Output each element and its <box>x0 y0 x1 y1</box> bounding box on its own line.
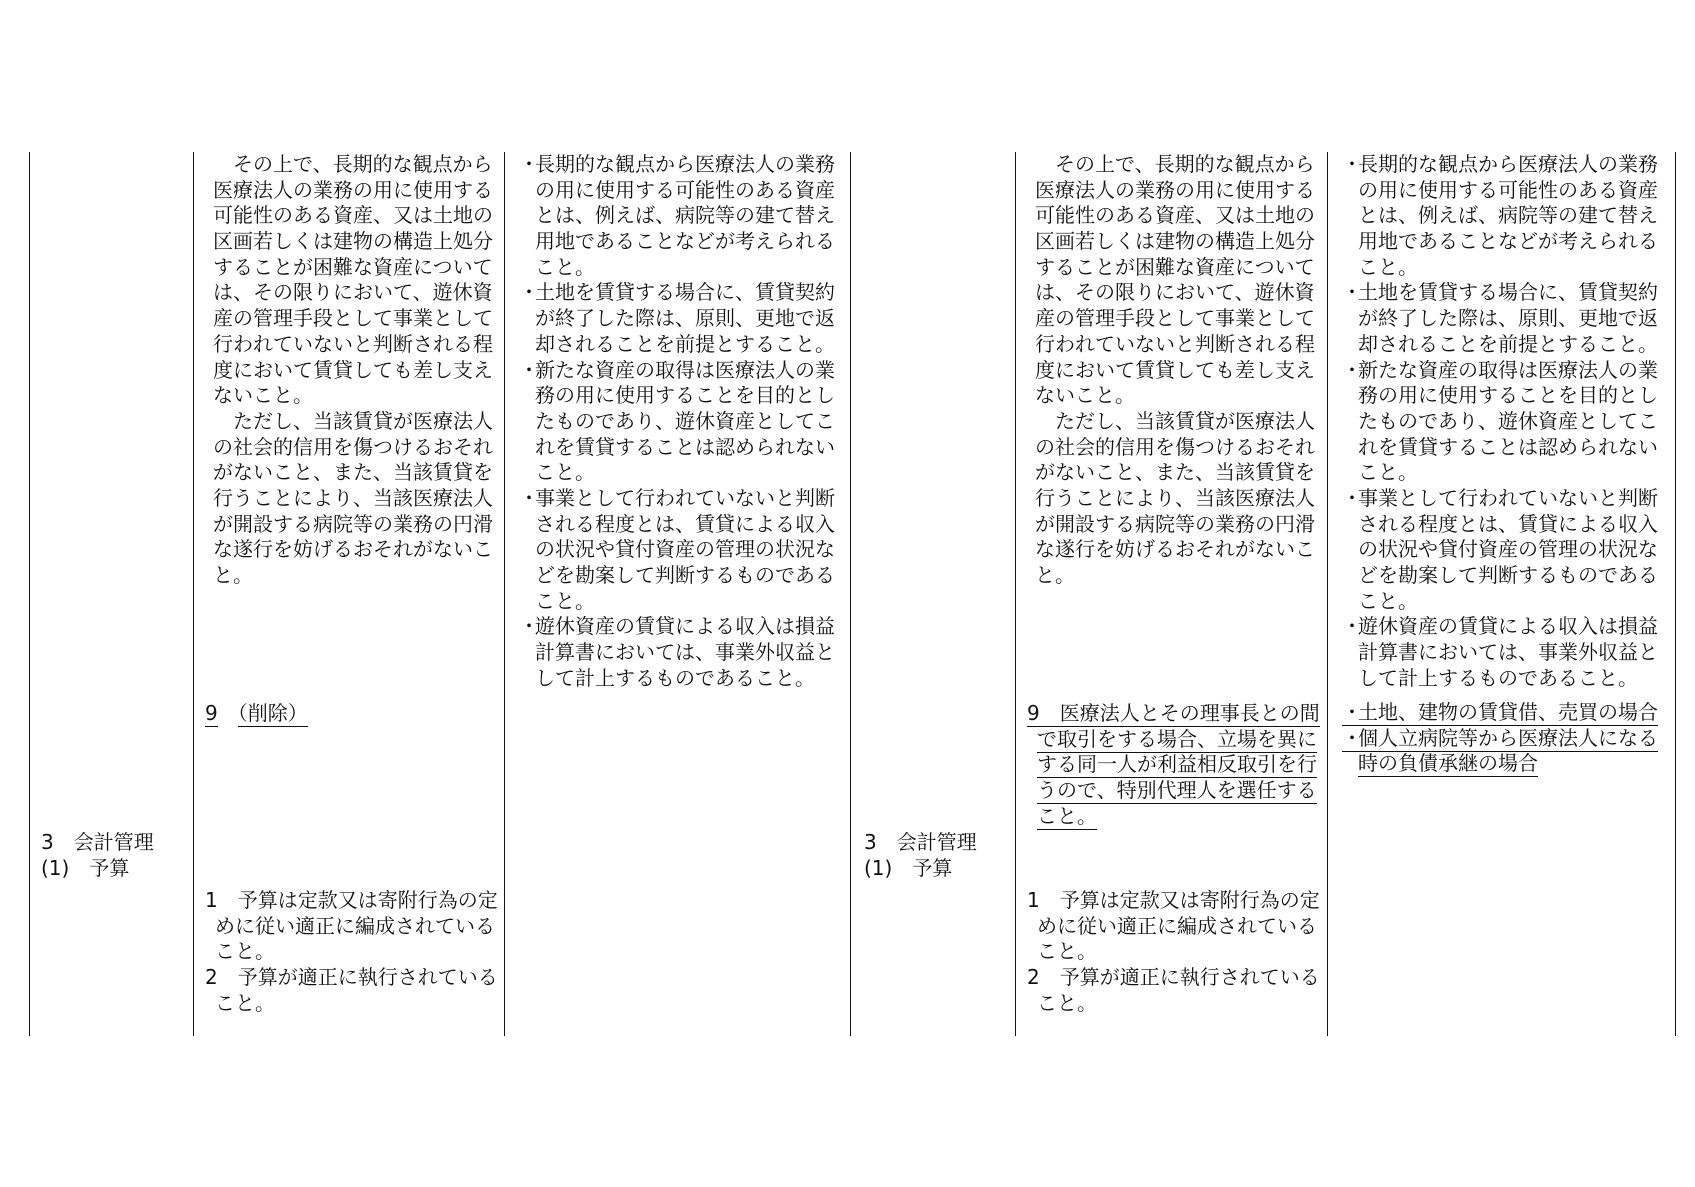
bullet-text: の用に使用する可能性のある資産 <box>1358 177 1658 202</box>
text-line <box>1327 255 1658 281</box>
bullet-text: こと。 <box>535 254 595 279</box>
text-line <box>504 383 835 409</box>
table-border <box>29 152 30 1036</box>
section-title: 3 会計管理 <box>41 830 154 854</box>
text-line-content <box>519 614 835 638</box>
text-line <box>1027 512 1315 538</box>
text-line <box>1327 700 1658 726</box>
text-line <box>1327 203 1658 229</box>
text-line <box>205 358 493 384</box>
bullet-text: 計算書においては、事業外収益と <box>535 640 835 665</box>
text-line <box>504 178 835 204</box>
numbered-item <box>1027 888 1320 965</box>
bullet-text: 事業として行われていないと判断 <box>1358 485 1658 510</box>
bullet-icon: ・ <box>519 280 539 305</box>
text-line <box>1327 751 1658 777</box>
bullet-text: の用に使用する可能性のある資産 <box>535 177 835 202</box>
bullet-text: される程度とは、賃貸による収入 <box>1358 511 1658 536</box>
text-line-content <box>1358 640 1658 664</box>
text-line <box>1027 460 1315 486</box>
text-line <box>205 332 493 358</box>
bullet-text: が終了した際は、原則、更地で返 <box>535 306 835 331</box>
text-line-content: がないこと、また、当該賃貸を <box>213 460 493 485</box>
text-line-content: することが困難な資産について <box>213 254 493 279</box>
bullet-text: 時の負債承継の場合 <box>1358 751 1538 776</box>
text-line-content <box>535 666 815 690</box>
text-line <box>1027 435 1315 461</box>
text-line-content <box>535 229 835 253</box>
bullet-icon: ・ <box>519 357 539 382</box>
bullet-icon: ・ <box>1342 357 1362 382</box>
text-line <box>1027 939 1320 965</box>
text-line <box>504 280 835 306</box>
bullet-text: こと。 <box>1358 460 1418 485</box>
text-line <box>1027 778 1320 804</box>
text-line-content <box>519 486 835 510</box>
numbered-item <box>205 965 498 1016</box>
bullet-text: して計上するものであること。 <box>1358 665 1638 690</box>
text-line <box>504 306 835 332</box>
text-line-content <box>535 203 835 227</box>
text-line <box>1027 152 1315 178</box>
bullet-text: とは、例えば、病院等の建て替え <box>535 203 835 228</box>
text-line-content <box>1358 178 1658 202</box>
bullet-text: 却されることを前提とすること。 <box>1358 331 1658 356</box>
text-line-content <box>535 255 595 279</box>
text-line-content: 9 医療法人とその理事長との間 <box>1027 701 1320 725</box>
text-line-content: 度において賃貸しても差し支え <box>213 357 493 382</box>
text-line <box>205 435 493 461</box>
text-line-content <box>1342 358 1658 382</box>
text-line <box>504 358 835 384</box>
text-line-content <box>535 563 835 587</box>
text-line <box>205 178 493 204</box>
text-line <box>1027 486 1315 512</box>
text-line <box>1027 888 1320 914</box>
text-line-content <box>1358 537 1658 561</box>
text-line <box>1327 512 1658 538</box>
text-line-content: 区画若しくは建物の構造上処分 <box>213 229 493 254</box>
text-line <box>1327 435 1658 461</box>
text-line-content: こと。 <box>1037 990 1097 1015</box>
text-line <box>1327 332 1658 358</box>
text-line-content: こと。 <box>1037 803 1097 828</box>
text-line <box>504 255 835 281</box>
text-line <box>205 939 498 965</box>
paragraph <box>1027 409 1315 589</box>
bullet-icon: ・ <box>519 152 539 176</box>
text-line-content <box>1358 229 1658 253</box>
text-line <box>1027 229 1315 255</box>
text-line-content: が開設する病院等の業務の円滑 <box>213 511 493 536</box>
subsection-title: (1) 予算 <box>41 855 130 880</box>
text-line <box>504 640 835 666</box>
bullet-item <box>504 152 835 280</box>
bullet-text: 遊休資産の賃貸による収入は損益 <box>1358 614 1658 639</box>
bullet-icon: ・ <box>1342 152 1362 176</box>
text-line <box>504 203 835 229</box>
bullet-text: 土地を賃貸する場合に、賃貸契約 <box>1358 280 1658 305</box>
paragraph <box>1027 152 1315 409</box>
bullet-text: 務の用に使用することを目的とし <box>535 383 835 408</box>
text-line <box>1027 804 1320 830</box>
text-line <box>1027 914 1320 940</box>
text-line-content: 産の管理手段として事業として <box>1035 306 1315 331</box>
bullet-icon: ・ <box>1342 614 1362 639</box>
paragraph <box>205 409 493 589</box>
text-line <box>504 152 835 178</box>
text-line-content: 行われていないと判断される程 <box>213 331 493 356</box>
text-line <box>1327 537 1658 563</box>
text-line-content <box>1358 332 1658 356</box>
text-line-content: 行われていないと判断される程 <box>1035 331 1315 356</box>
text-line-content <box>1358 409 1658 433</box>
text-line-content <box>1358 589 1418 613</box>
text-line <box>1327 152 1658 178</box>
text-line <box>504 537 835 563</box>
text-line <box>1327 726 1658 752</box>
bullet-text: される程度とは、賃貸による収入 <box>535 511 835 536</box>
text-line-content: と。 <box>213 563 253 588</box>
numbered-item <box>205 888 498 965</box>
text-line <box>1327 383 1658 409</box>
text-line-content: と。 <box>1035 563 1075 588</box>
text-line-content: めに従い適正に編成されている <box>1037 913 1317 938</box>
text-line-content: 可能性のある資産、又は土地の <box>213 203 493 228</box>
text-line <box>1027 701 1320 727</box>
bullet-text: 新たな資産の取得は医療法人の業 <box>1358 357 1658 382</box>
bullet-text: 土地、建物の賃貸借、売買の場合 <box>1358 700 1658 724</box>
text-line <box>1027 178 1315 204</box>
text-line-content <box>1358 255 1418 279</box>
text-line-content: な遂行を妨げるおそれがないこ <box>213 537 493 562</box>
bullet-item <box>1327 280 1658 357</box>
bullet-list <box>1327 152 1658 691</box>
text-line <box>504 435 835 461</box>
text-line-content <box>535 306 835 330</box>
bullet-text: 遊休資産の賃貸による収入は損益 <box>535 614 835 639</box>
text-line <box>1327 486 1658 512</box>
bullet-item <box>1327 700 1658 726</box>
text-line <box>205 563 493 589</box>
text-line <box>504 666 835 692</box>
text-line <box>1327 640 1658 666</box>
text-line <box>1027 409 1315 435</box>
text-line <box>205 280 493 306</box>
text-line-content: がないこと、また、当該賃貸を <box>1035 460 1315 485</box>
text-line <box>504 486 835 512</box>
text-line <box>1027 203 1315 229</box>
text-line-content: その上で、長期的な観点から <box>1035 152 1315 176</box>
added-bullet-list <box>1327 700 1658 777</box>
text-line <box>205 229 493 255</box>
text-line-content <box>1358 666 1638 690</box>
text-line <box>504 460 835 486</box>
text-line <box>1027 306 1315 332</box>
text-line-content <box>535 178 835 202</box>
bullet-text: 長期的な観点から医療法人の業務 <box>1358 152 1658 176</box>
text-line-content: することが困難な資産について <box>1035 254 1315 279</box>
text-line-content: 医療法人の業務の用に使用する <box>1035 177 1315 202</box>
text-line-content: 産の管理手段として事業として <box>213 306 493 331</box>
text-line-content <box>519 280 835 304</box>
table-border <box>850 152 851 1036</box>
text-line <box>1327 666 1658 692</box>
text-line <box>1027 358 1315 384</box>
text-line-content <box>1342 152 1658 176</box>
bullet-list <box>504 152 835 691</box>
bullet-text: 却されることを前提とすること。 <box>535 331 835 356</box>
text-line-content: 行うことにより、当該医療法人 <box>213 486 493 511</box>
bullet-text: 土地を賃貸する場合に、賃貸契約 <box>535 280 835 305</box>
text-line <box>205 255 493 281</box>
text-line-content <box>1358 460 1418 484</box>
text-line <box>1027 991 1320 1017</box>
text-line <box>504 614 835 640</box>
bullet-item <box>504 614 835 691</box>
paragraph <box>205 152 493 409</box>
bullet-text: どを勘案して判断するものである <box>535 563 835 587</box>
text-line-content: 医療法人の業務の用に使用する <box>213 177 493 202</box>
text-line-content <box>1358 751 1538 777</box>
text-line-content: 区画若しくは建物の構造上処分 <box>1035 229 1315 254</box>
text-line-content: こと。 <box>1037 939 1097 964</box>
bullet-text: れを賃貸することは認められない <box>1358 434 1658 459</box>
text-line-content <box>535 409 835 433</box>
text-line-content: その上で、長期的な観点から <box>213 152 493 176</box>
bullet-icon: ・ <box>1342 280 1362 305</box>
text-line <box>1327 358 1658 384</box>
text-line-content: ただし、当該賃貸が医療法人 <box>213 409 493 433</box>
table-border <box>1015 152 1016 1036</box>
bullet-text: 計算書においては、事業外収益と <box>1358 640 1658 665</box>
text-line-content <box>1358 435 1658 459</box>
text-line-content <box>1342 486 1658 510</box>
bullet-text: して計上するものであること。 <box>535 665 815 690</box>
bullet-item <box>1327 486 1658 614</box>
text-line <box>504 589 835 615</box>
text-line <box>1327 409 1658 435</box>
text-line <box>1027 537 1315 563</box>
text-line-content: が開設する病院等の業務の円滑 <box>1035 511 1315 536</box>
text-line-content: な遂行を妨げるおそれがないこ <box>1035 537 1315 562</box>
text-line-content <box>1358 563 1658 587</box>
text-line-content: は、その限りにおいて、遊休資 <box>213 280 493 305</box>
bullet-item <box>504 358 835 486</box>
bullet-text: こと。 <box>535 588 595 613</box>
item-9-deleted <box>205 701 308 727</box>
bullet-text: たものであり、遊休資産としてこ <box>1358 408 1658 433</box>
text-line-content: 度において賃貸しても差し支え <box>1035 357 1315 382</box>
bullet-icon: ・ <box>1342 700 1362 724</box>
text-line <box>1027 255 1315 281</box>
text-line <box>1027 727 1320 753</box>
bullet-item <box>1327 152 1658 280</box>
text-line <box>1327 460 1658 486</box>
text-line <box>1327 280 1658 306</box>
text-line-content <box>535 537 835 561</box>
bullet-text: 務の用に使用することを目的とし <box>1358 383 1658 408</box>
text-line-content: うので、特別代理人を選任する <box>1037 778 1317 803</box>
text-line <box>205 460 493 486</box>
text-line-content <box>535 460 595 484</box>
text-line <box>1027 563 1315 589</box>
text-line <box>205 888 498 914</box>
bullet-item <box>1327 726 1658 777</box>
bullet-text: 用地であることなどが考えられる <box>535 229 835 254</box>
text-line <box>205 306 493 332</box>
bullet-text: こと。 <box>535 460 595 485</box>
text-line-content: の社会的信用を傷つけるおそれ <box>213 434 493 459</box>
text-line-content: 1 予算は定款又は寄附行為の定 <box>1027 888 1320 912</box>
bullet-text: の状況や貸付資産の管理の状況な <box>535 537 835 562</box>
item-number: 9 <box>205 701 218 725</box>
text-line <box>1027 965 1320 991</box>
text-line-content: ただし、当該賃貸が医療法人 <box>1035 409 1315 433</box>
text-line-content <box>535 383 835 407</box>
bullet-item <box>504 486 835 614</box>
bullet-text: が終了した際は、原則、更地で返 <box>1358 306 1658 331</box>
text-line-content: ないこと。 <box>1035 383 1135 408</box>
bullet-text: こと。 <box>1358 254 1418 279</box>
text-line-content <box>1342 700 1658 726</box>
bullet-text: 用地であることなどが考えられる <box>1358 229 1658 254</box>
bullet-text: こと。 <box>1358 588 1418 613</box>
text-line-content: 2 予算が適正に執行されている <box>1027 965 1320 989</box>
text-line <box>1327 178 1658 204</box>
bullet-icon: ・ <box>519 614 539 639</box>
text-line <box>205 537 493 563</box>
text-line-content <box>1358 383 1658 407</box>
text-line <box>1027 383 1315 409</box>
text-line-content: めに従い適正に編成されている <box>215 913 495 938</box>
text-line-content: こと。 <box>215 990 275 1015</box>
text-line <box>1327 614 1658 640</box>
text-line-content: 可能性のある資産、又は土地の <box>1035 203 1315 228</box>
text-line-content <box>1358 512 1658 536</box>
text-line <box>504 512 835 538</box>
text-line <box>504 409 835 435</box>
text-line <box>1027 752 1320 778</box>
text-line <box>205 965 498 991</box>
text-line-content <box>519 358 835 382</box>
text-line <box>504 563 835 589</box>
text-line-content: 行うことにより、当該医療法人 <box>1035 486 1315 511</box>
text-line-content <box>535 589 595 613</box>
text-line <box>504 332 835 358</box>
text-line <box>205 914 498 940</box>
section-heading <box>41 830 154 881</box>
text-line <box>1327 563 1658 589</box>
text-line-content <box>1342 614 1658 638</box>
text-line-content <box>535 512 835 536</box>
bullet-text: 事業として行われていないと判断 <box>535 485 835 510</box>
section-title: 3 会計管理 <box>864 830 977 854</box>
text-line-content: の社会的信用を傷つけるおそれ <box>1035 434 1315 459</box>
text-line-content <box>535 435 835 459</box>
bullet-text: どを勘案して判断するものである <box>1358 563 1658 587</box>
bullet-item <box>1327 614 1658 691</box>
text-line-content <box>1342 726 1658 752</box>
bullet-item <box>1327 358 1658 486</box>
text-line-content: 1 予算は定款又は寄附行為の定 <box>205 888 498 912</box>
text-line <box>504 229 835 255</box>
bullet-text: の状況や貸付資産の管理の状況な <box>1358 537 1658 562</box>
text-line <box>1327 306 1658 332</box>
bullet-text: れを賃貸することは認められない <box>535 434 835 459</box>
section-heading <box>864 830 977 881</box>
table-border <box>1675 152 1676 1036</box>
bullet-text: 個人立病院等から医療法人になる <box>1358 725 1658 750</box>
item-9-added <box>1027 701 1320 829</box>
text-line <box>205 383 493 409</box>
text-line-content: で取引をする場合、立場を異に <box>1037 726 1317 751</box>
bullet-text: とは、例えば、病院等の建て替え <box>1358 203 1658 228</box>
text-line <box>205 203 493 229</box>
text-line <box>205 409 493 435</box>
text-line-content: は、その限りにおいて、遊休資 <box>1035 280 1315 305</box>
bullet-text: 新たな資産の取得は医療法人の業 <box>535 357 835 382</box>
item-text: （削除） <box>237 701 308 725</box>
text-line-content: 2 予算が適正に執行されている <box>205 965 498 989</box>
text-line-content <box>535 640 835 664</box>
text-line-content <box>1358 203 1658 227</box>
text-line <box>205 486 493 512</box>
text-line-content: ないこと。 <box>213 383 313 408</box>
text-line <box>1027 332 1315 358</box>
text-line <box>1027 280 1315 306</box>
text-line-content <box>1358 306 1658 330</box>
bullet-icon: ・ <box>1342 485 1362 510</box>
bullet-text: 長期的な観点から医療法人の業務 <box>535 152 835 176</box>
bullet-item <box>504 280 835 357</box>
bullet-icon: ・ <box>519 485 539 510</box>
text-line <box>1327 229 1658 255</box>
text-line-content: する同一人が利益相反取引を行 <box>1037 752 1317 777</box>
subsection-title: (1) 予算 <box>864 855 953 880</box>
table-border <box>193 152 194 1036</box>
numbered-item <box>1027 965 1320 1016</box>
text-line <box>205 991 498 1017</box>
text-line-content <box>535 332 835 356</box>
text-line <box>205 512 493 538</box>
text-line <box>205 152 493 178</box>
text-line-content <box>519 152 835 176</box>
text-line <box>1327 589 1658 615</box>
bullet-icon: ・ <box>1342 725 1362 750</box>
bullet-text: たものであり、遊休資産としてこ <box>535 408 835 433</box>
text-line-content <box>1342 280 1658 304</box>
text-line-content: こと。 <box>215 939 275 964</box>
